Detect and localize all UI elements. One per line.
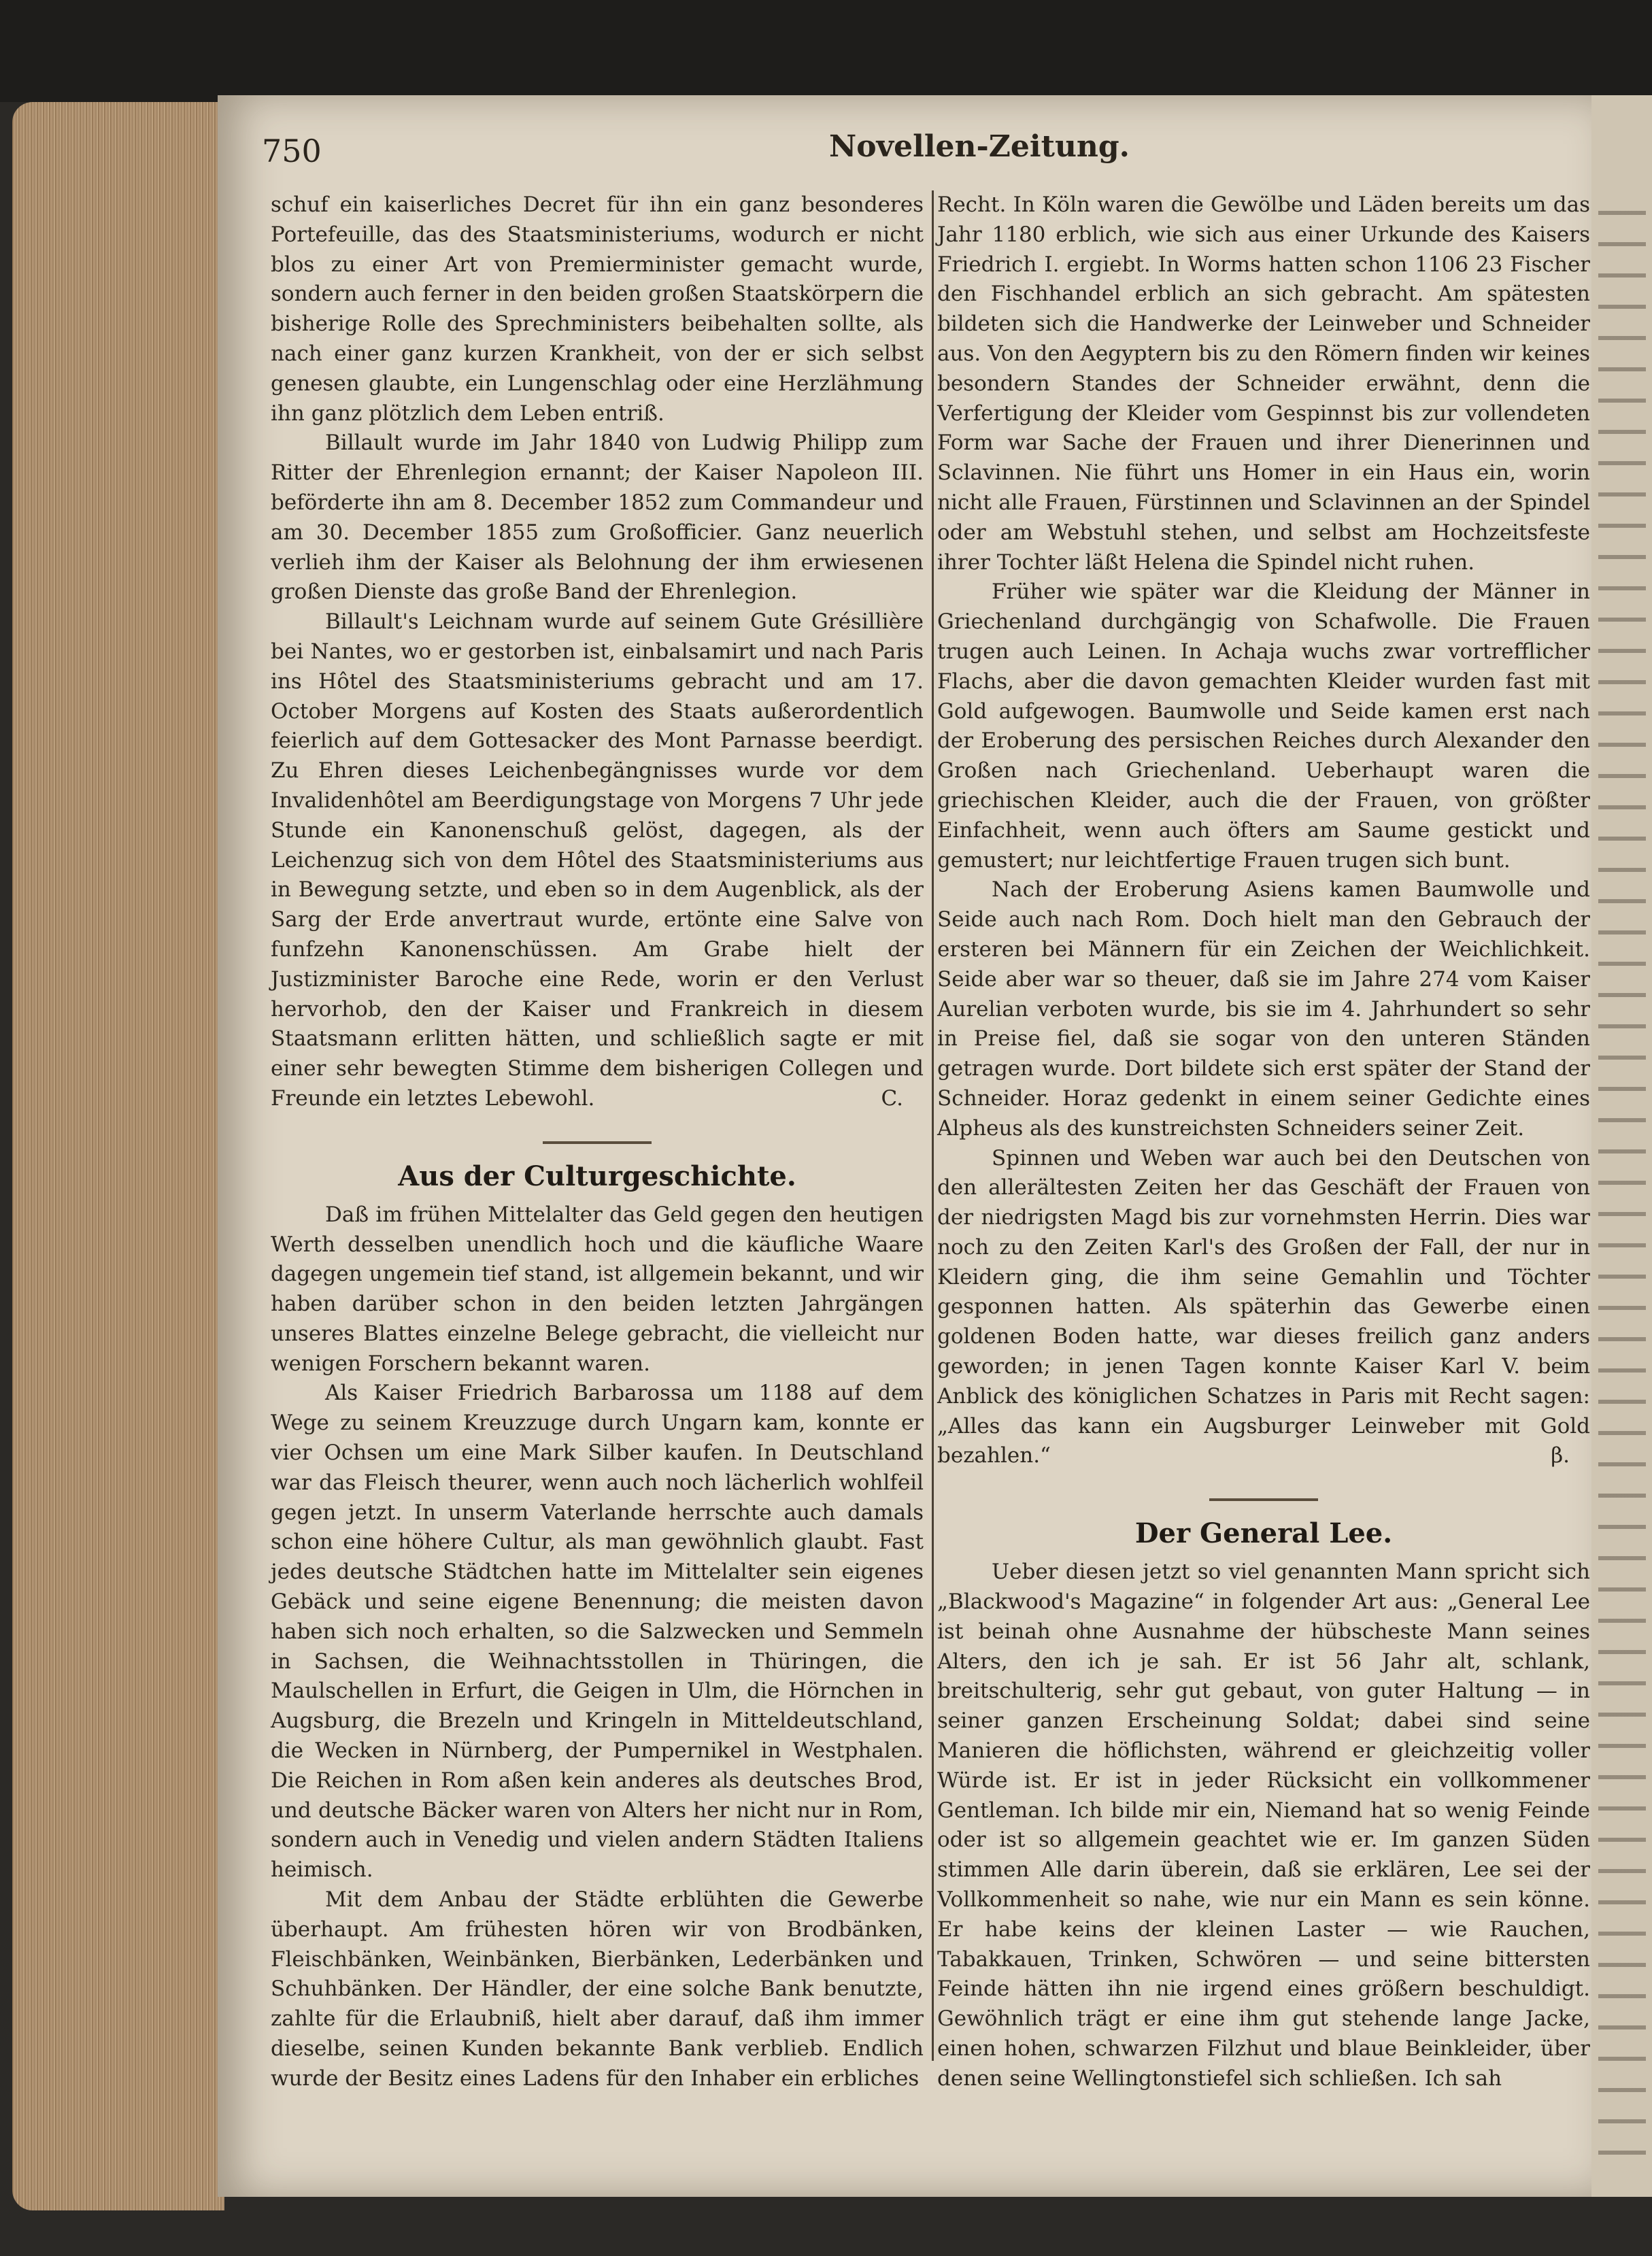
article-paragraph: Als Kaiser Friedrich Barbarossa um 1188 auf dem Wege zu seinem Kreuzzuge durch Ungarn kam, konnte er vier Ochsen um eine Mark Silber kaufen. In Deutschland war das Fleisch theurer, wenn auch noch lächerlich wohlfeil gegen jetzt. In unserm Vaterlande herrschte auch damals schon eine höhere Cultur, als man gewöhnlich glaubt. Fast jedes deutsche Städtchen hatte im Mittelalter sein eigenes Gebäck und seine eigene Benennung; die meisten davon haben sich noch erhalten, so die Salzwecken und Semmeln in Sachsen, die Weihnachtsstollen in Thüringen, die Maulschellen in Erfurt, die Geigen in Ulm, die Hörnchen in Augsburg, die Brezeln und Kringeln in Mitteldeutschland, die Wecken in Nürnberg, der Pumpernikel in Westphalen. Die Reichen in Rom aßen kein anderes als deutsches Brod, und deutsche Bäcker waren von Alters her nicht nur in Rom, sondern auch in Venedig und vielen andern Städten Italiens heimisch. xyxy=(271,1381,924,1883)
author-signature: β. xyxy=(1551,1443,1570,1468)
book-page-edges xyxy=(12,102,224,2210)
backdrop xyxy=(0,0,1652,102)
column-rule xyxy=(932,190,934,2061)
section-title: Der General Lee. xyxy=(1134,1517,1393,1550)
article-paragraph: Daß im frühen Mittelalter das Geld gegen den heutigen Werth desselben unendlich hoch und die käufliche Waare dagegen ungemein tief stand, ist allgemein bekannt, und wir haben darüber schon in den beiden letzten Jahrgängen unseres Blattes einzelne Belege gebracht, die vielleicht nur wenigen Forschern bekannt waren. xyxy=(271,1202,924,1376)
author-signature: C. xyxy=(881,1085,903,1111)
page-number: 750 xyxy=(262,133,322,169)
article-paragraph: Ueber diesen jetzt so viel genannten Mann spricht sich „Blackwood's Magazine“ in folgender Art aus: „General Lee ist beinah ohne Ausnahme der hübscheste Mann seines Alters, den ich je sah. Er ist 56 Jahr alt, schlank, breitschulterig, sehr gut gebaut, von guter Haltung — in seiner ganzen Erscheinung Soldat; dabei sind seine Manieren die höflichsten, während er gleichzeitig voller Würde ist. Er ist in jeder Rücksicht ein vollkommener Gentleman. Ich bilde mir ein, Niemand hat so wenig Feinde oder ist so allgemein geachtet wie er. Im ganzen Süden stimmen Alle darin überein, daß sie erklären, Lee sei der Vollkommenheit so nahe, wie nur ein Mann es sein könne. Er habe keins der kleinen Laster — wie Rauchen, Tabakkauen, Trinken, Schwören — und seine bittersten Feinde hätten ihn nie irgend eines größern beschuldigt. Gewöhnlich trägt er eine ihm gut stehende lange Jacke, einen hohen, schwarzen Filzhut und blaue Beinkleider, über denen seine Wellingtonstiefel sich schließen. Ich sah xyxy=(937,1560,1590,2091)
next-page-edge xyxy=(1591,95,1652,2197)
section-divider xyxy=(1209,1498,1318,1501)
article-paragraph: Nach der Eroberung Asiens kamen Baumwolle und Seide auch nach Rom. Doch hielt man den Gebrauch der ersteren bei Männern für ein Zeichen der Weichlichkeit. Seide aber war so theuer, daß sie im Jahre 274 vom Kaiser Aurelian verboten wurde, bis sie im 4. Jahrhundert so sehr in Preise fiel, daß sie sogar von den unteren Ständen getragen wurde. Dort bildete sich erst später der Stand der Schneider. Horaz gedenkt in einem seiner Gedichte eines Alpheus als des kunstreichsten Schneiders seiner Zeit. xyxy=(937,877,1590,1141)
article-paragraph: Billault's Leichnam wurde auf seinem Gute Grésillière bei Nantes, wo er gestorben ist, einbalsamirt und nach Paris ins Hôtel des Staatsministeriums gebracht und am 17. October Morgens auf Kosten des Staats außerordentlich feierlich auf dem Gottesacker des Mont Parnasse beerdigt. Zu Ehren dieses Leichenbegängnisses wurde vor dem Invalidenhôtel am Beerdigungstage von Morgens 7 Uhr jede Stunde ein Kanonenschuß gelöst, dagegen, als der Leichenzug sich von dem Hôtel des Staatsministeriums aus in Bewegung setzte, und eben so in dem Augenblick, als der Sarg der Erde anvertraut wurde, ertönte eine Salve von funfzehn Kanonenschüssen. Am Grabe hielt der Justizminister Baroche eine Rede, worin er den Verlust hervorhob, den der Kaiser und Frankreich in diesem Staatsmann erlitten hätten, und schließlich sagte er mit einer sehr bewegten Stimme dem bisherigen Collegen und Freunde ein letztes Lebewohl. xyxy=(271,609,924,1111)
article-paragraph: schuf ein kaiserliches Decret für ihn ein ganz besonderes Portefeuille, das des Staatsministeriums, wodurch er nicht blos zu einer Art von Premierminister gemacht wurde, sondern auch ferner in den beiden großen Staatskörpern die bisherige Rolle des Sprechministers beibehalten sollte, als nach einer ganz kurzen Krankheit, von der er sich selbst genesen glaubte, ein Lungenschlag oder eine Herzlähmung ihn ganz plötzlich dem Leben entriß. xyxy=(271,192,924,426)
running-head: Novellen-Zeitung. xyxy=(828,129,1130,164)
next-page-text-fragment xyxy=(1598,190,1646,2163)
right-column xyxy=(937,190,1590,2094)
left-column xyxy=(271,190,924,2094)
section-divider xyxy=(543,1141,652,1144)
article-paragraph: Billault wurde im Jahr 1840 von Ludwig Philipp zum Ritter der Ehrenlegion ernannt; der Kaiser Napoleon III. beförderte ihn am 8. December 1852 zum Commandeur und am 30. December 1855 zum Großofficier. Ganz neuerlich verlieh ihm der Kaiser als Belohnung der ihm erwiesenen großen Dienste das große Band der Ehrenlegion. xyxy=(271,431,924,605)
article-paragraph: Spinnen und Weben war auch bei den Deutschen von den allerältesten Zeiten her das Geschäft der Frauen von der niedrigsten Magd bis zur vornehmsten Herrin. Dies war noch zu den Zeiten Karl's des Großen der Fall, der nur in Kleidern ging, die ihm seine Gemahlin und Töchter gesponnen hatten. Als späterhin das Gewerbe einen goldenen Boden hatte, war dieses freilich ganz anders geworden; in jenen Tagen konnte Kaiser Karl V. beim Anblick des königlichen Schatzes in Paris mit Recht sagen: „Alles das kann ein Augsburger Leinweber mit Gold bezahlen.“ xyxy=(937,1145,1590,1468)
article-paragraph: Früher wie später war die Kleidung der Männer in Griechenland durchgängig von Schafwolle. Die Frauen trugen auch Leinen. In Achaja wuchs zwar vortrefflicher Flachs, aber die davon gemachten Kleider wurden fast mit Gold aufgewogen. Baumwolle und Seide kamen erst nach der Eroberung des persischen Reiches durch Alexander den Großen nach Griechenland. Ueberhaupt waren die griechischen Kleider, auch die der Frauen, von größter Einfachheit, wenn auch öfters am Saume gestickt und gemustert; nur leichtfertige Frauen trugen sich bunt. xyxy=(937,579,1590,873)
article-paragraph: Mit dem Anbau der Städte erblühten die Gewerbe überhaupt. Am frühesten hören wir von Brodbänken, Fleischbänken, Weinbänken, Bierbänken, Lederbänken und Schuhbänken. Der Händler, der eine solche Bank benutzte, zahlte für die Erlaubniß, hielt aber darauf, daß ihm immer dieselbe, seinen Kunden bekannte Bank verblieb. Endlich wurde der Besitz eines Ladens für den Inhaber ein erbliches xyxy=(271,1887,924,2091)
article-paragraph: Recht. In Köln waren die Gewölbe und Läden bereits um das Jahr 1180 erblich, wie sich aus einer Urkunde des Kaisers Friedrich I. ergiebt. In Worms hatten schon 1106 23 Fischer den Fischhandel erblich an sich gebracht. Am spätesten bildeten sich die Handwerke der Leinweber und Schneider aus. Von den Aegyptern bis zu den Römern finden wir keines besondern Standes der Schneider erwähnt, denn die Verfertigung der Kleider vom Gespinnst bis zur vollendeten Form war Sache der Frauen und ihrer Dienerinnen und Sclavinnen. Nie führt uns Homer in ein Haus ein, worin nicht alle Frauen, Fürstinnen und Sclavinnen an der Spindel oder am Webstuhl stehen, und selbst am Hochzeitsfeste ihrer Tochter läßt Helena die Spindel nicht ruhen. xyxy=(937,192,1590,575)
section-title: Aus der Culturgeschichte. xyxy=(398,1160,796,1192)
